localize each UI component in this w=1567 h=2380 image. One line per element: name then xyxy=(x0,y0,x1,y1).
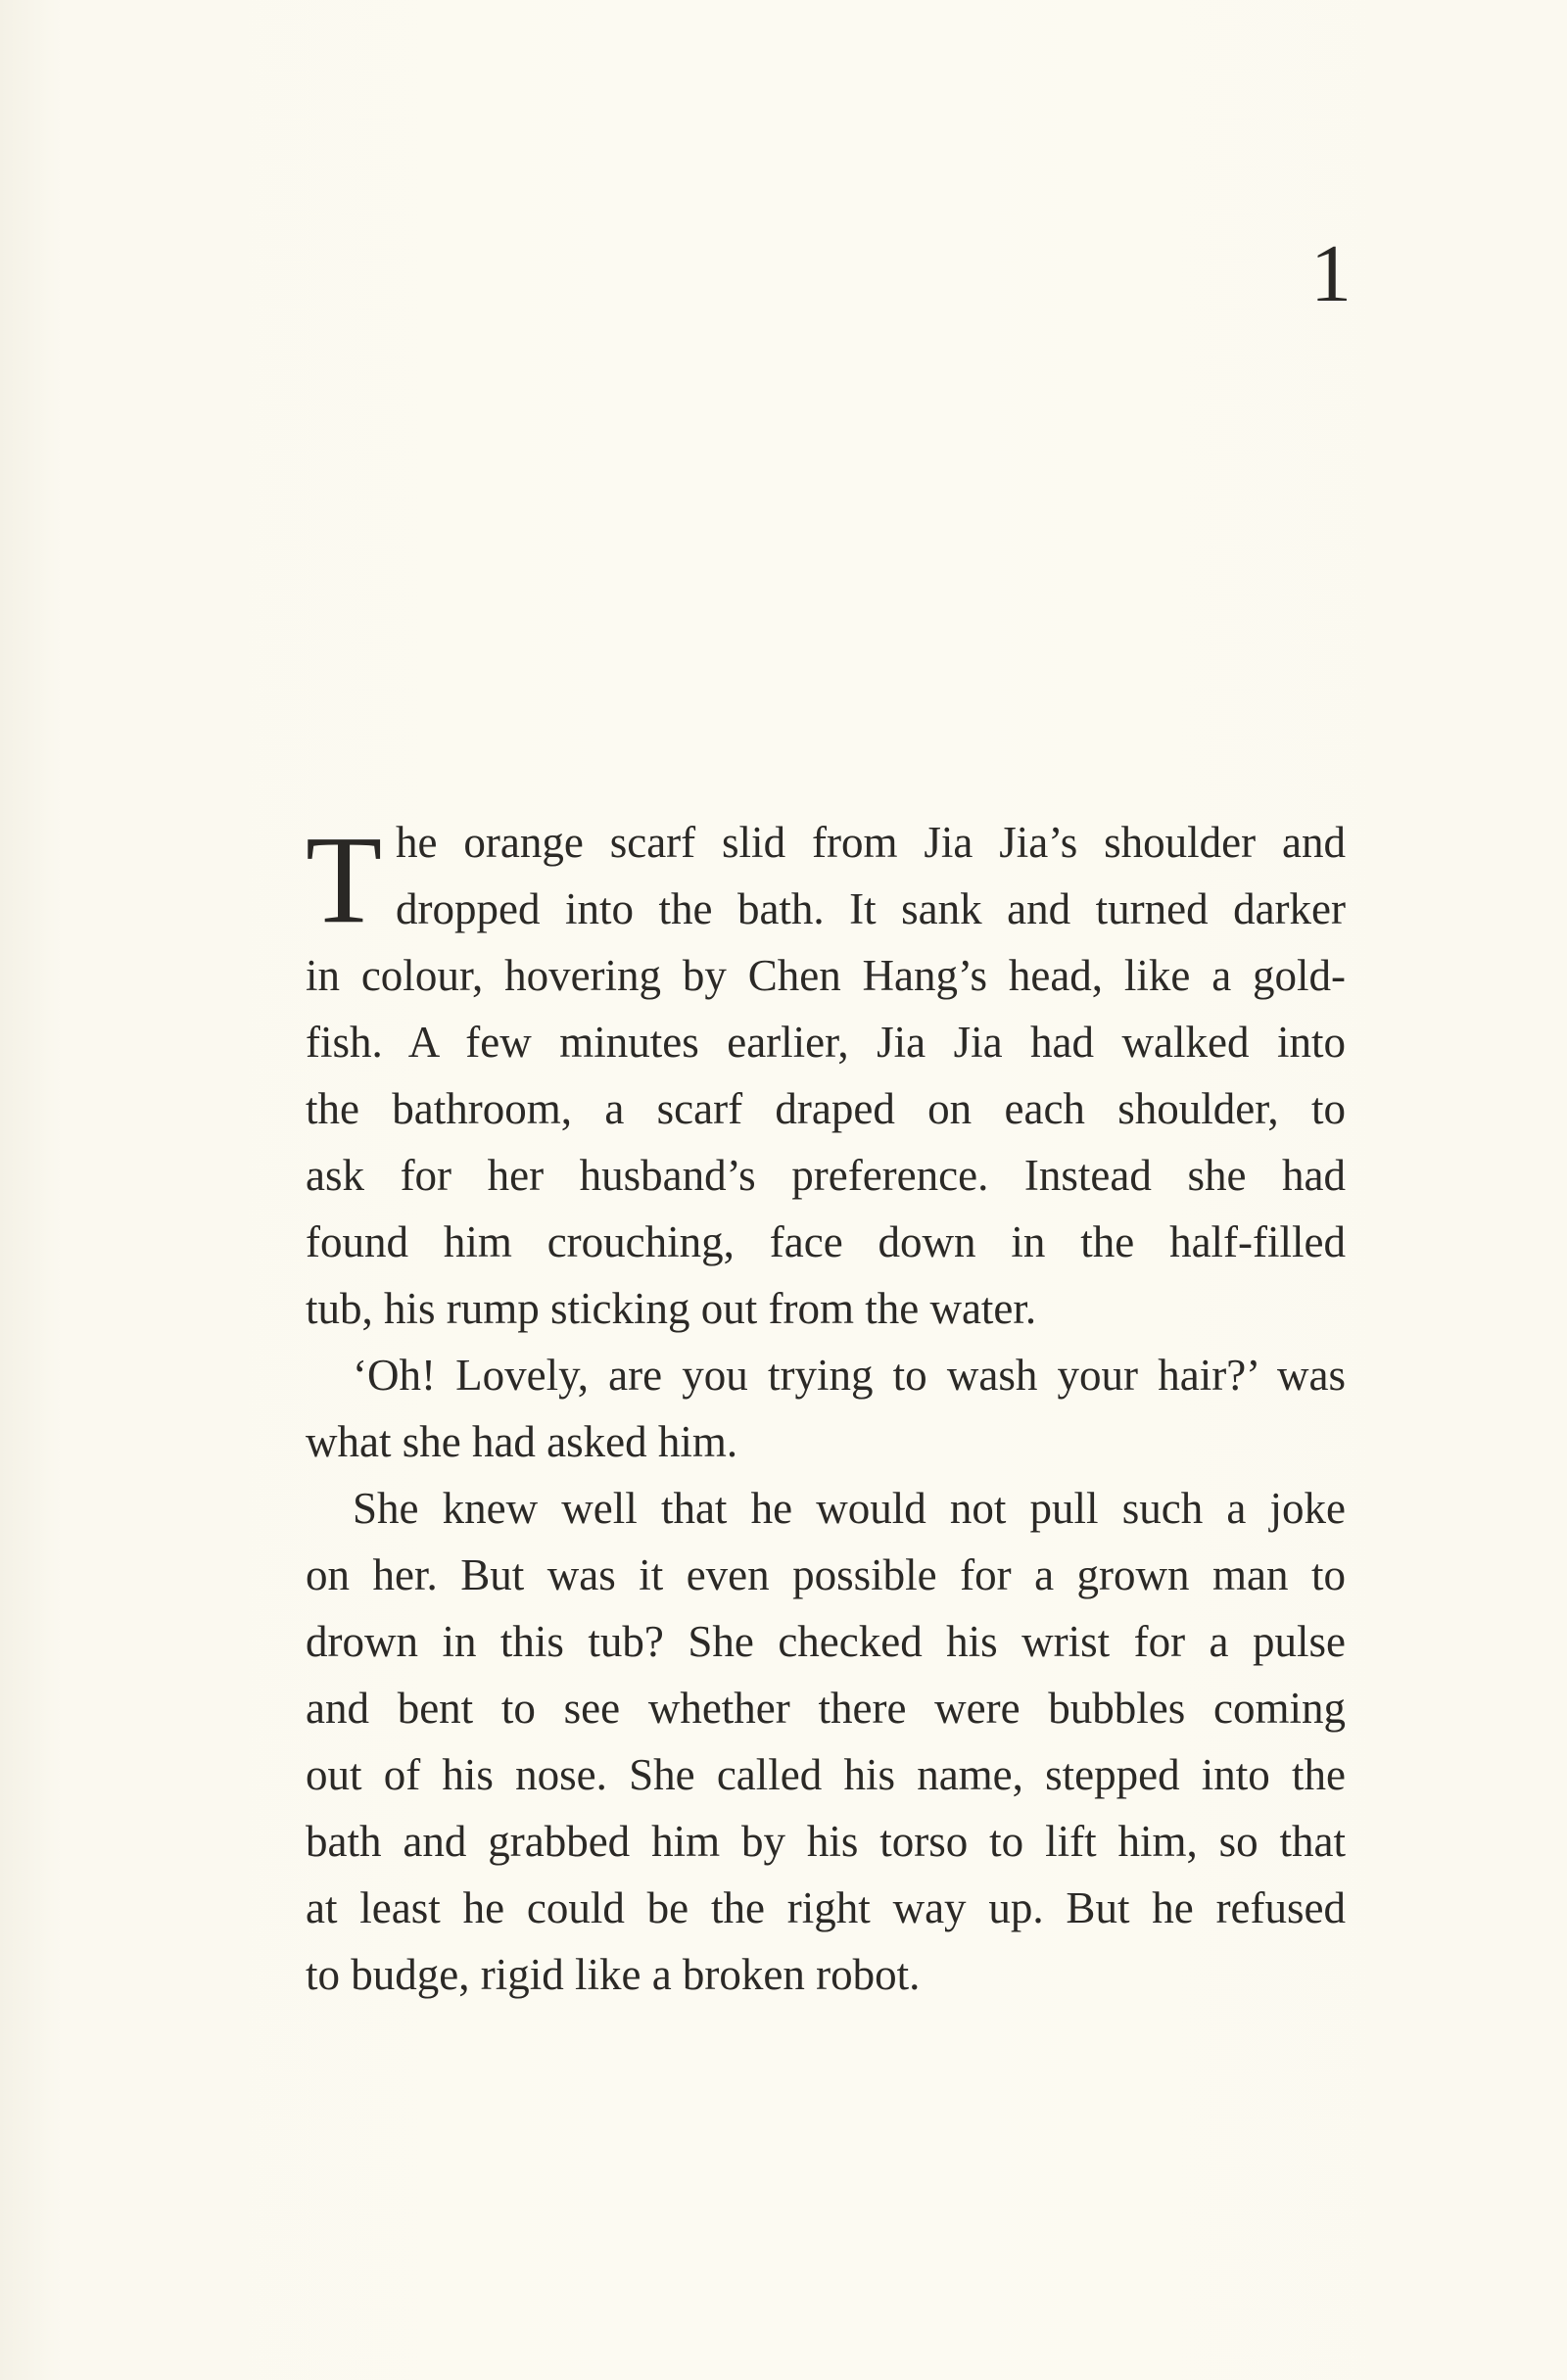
drop-cap: T xyxy=(306,810,383,949)
text-line: bath and grabbed him by his torso to lift him, so that xyxy=(306,1817,1346,1866)
text-line: fish. A few minutes earlier, Jia Jia had walked into xyxy=(306,1018,1346,1067)
text-line: drown in this tub? She checked his wrist for a pulse xyxy=(306,1617,1346,1666)
text-line: at least he could be the right way up. But he refused xyxy=(306,1883,1346,1932)
text-line: tub, his rump sticking out from the water. xyxy=(306,1284,1037,1333)
text-line: found him crouching, face down in the half-filled xyxy=(306,1217,1346,1266)
text-line: dropped into the bath. It sank and turned darker xyxy=(396,884,1346,933)
text-line: he orange scarf slid from Jia Jia’s shoulder and xyxy=(396,818,1346,867)
text-line: and bent to see whether there were bubbles coming xyxy=(306,1684,1346,1733)
text-line: in colour, hovering by Chen Hang’s head, like a gold- xyxy=(306,951,1346,1000)
text-line: ‘Oh! Lovely, are you trying to wash your hair?’ was xyxy=(353,1351,1346,1400)
paragraph-3 xyxy=(306,1475,1346,2008)
text-line: out of his nose. She called his name, stepped into the xyxy=(306,1750,1346,1799)
text-line: the bathroom, a scarf draped on each shoulder, to xyxy=(306,1084,1346,1133)
chapter-number: 1 xyxy=(1310,228,1352,319)
chapter-body xyxy=(306,809,1346,2008)
text-line: She knew well that he would not pull such a joke xyxy=(353,1484,1346,1533)
text-line: what she had asked him. xyxy=(306,1417,738,1466)
paragraph-2 xyxy=(306,1342,1346,1475)
text-line: ask for her husband’s preference. Instead she had xyxy=(306,1151,1346,1200)
paragraph-1 xyxy=(306,809,1346,1342)
text-line: on her. But was it even possible for a grown man to xyxy=(306,1550,1346,1599)
text-line: to budge, rigid like a broken robot. xyxy=(306,1950,921,1999)
